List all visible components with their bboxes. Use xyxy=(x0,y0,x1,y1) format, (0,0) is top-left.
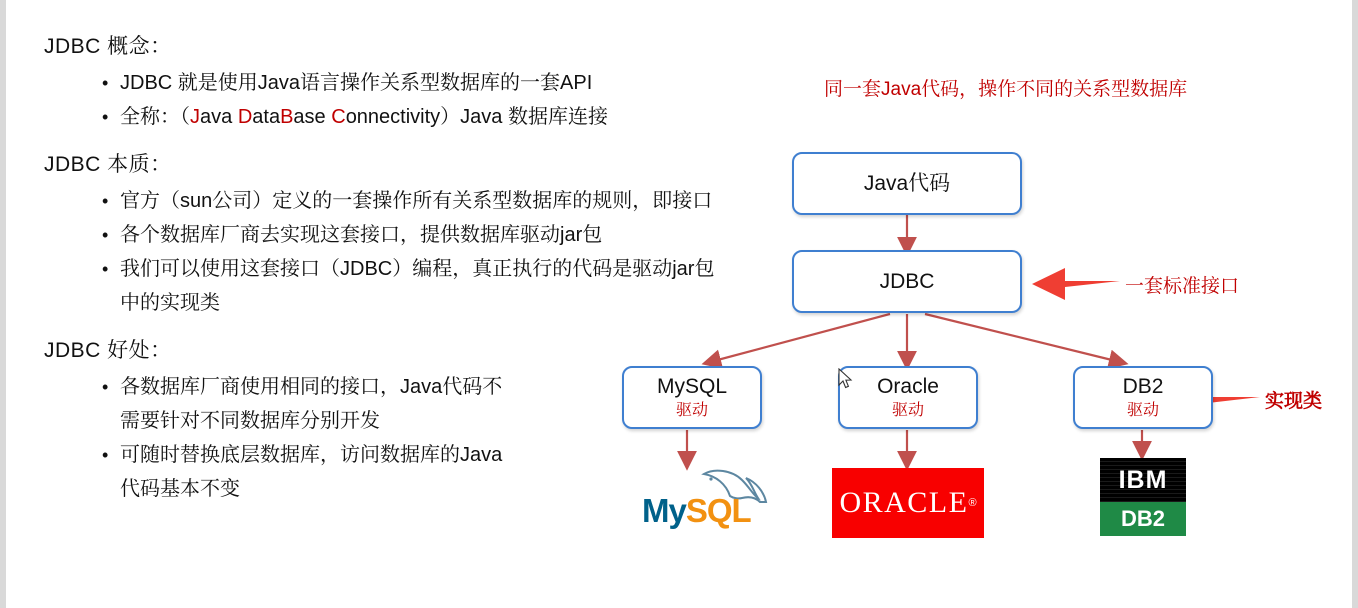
bullet-text: 中的实现类 xyxy=(120,292,220,314)
oracle-wordmark: ORACLE xyxy=(839,486,969,519)
bullet-highlight: C xyxy=(331,106,346,128)
bullet-highlight: J xyxy=(190,106,200,128)
node-title: Java代码 xyxy=(863,171,951,195)
bullet-text: ase xyxy=(293,106,332,128)
node-db2-driver[interactable] xyxy=(1073,366,1213,429)
bullet-text: 需要针对不同数据库分别开发 xyxy=(120,410,380,432)
bullet-highlight: D xyxy=(237,106,253,128)
slide-left-edge xyxy=(0,0,6,608)
node-title: JDBC xyxy=(879,269,935,293)
bullet-text: 代码基本不变 xyxy=(120,478,240,500)
mysql-wordmark xyxy=(642,492,751,530)
bullet-text: ata xyxy=(252,106,281,128)
section-heading-benefits: JDBC 好处： xyxy=(44,339,172,362)
db2-logo xyxy=(1100,458,1186,536)
node-title: DB2 xyxy=(1122,374,1164,398)
arrow-standard-interface xyxy=(1032,268,1120,300)
bullet-text: onnectivity）Java 数据库连接 xyxy=(345,106,608,128)
node-oracle-driver[interactable] xyxy=(838,366,978,429)
jdbc-architecture-diagram xyxy=(560,0,1358,608)
bullet-text: 可随时替换底层数据库，访问数据库的Java xyxy=(120,444,503,466)
mysql-word-sql: SQL xyxy=(685,492,751,529)
label-standard-interface: 一套标准接口 xyxy=(1125,276,1240,297)
mouse-cursor-icon xyxy=(838,368,854,390)
node-subtitle: 驱动 xyxy=(1126,401,1159,419)
bullet-text: 各数据库厂商使用相同的接口，Java代码不 xyxy=(120,376,503,398)
bullet-text: 全称：（ xyxy=(120,106,190,128)
node-subtitle: 驱动 xyxy=(675,401,708,419)
bullet-text: 我们可以使用这套接口（JDBC）编程，真正执行的代码是驱动jar包 xyxy=(120,258,715,280)
node-title: Oracle xyxy=(877,374,939,398)
node-mysql-driver[interactable] xyxy=(622,366,762,429)
node-title: MySQL xyxy=(656,374,727,398)
ibm-wordmark: IBM xyxy=(1100,458,1186,502)
label-implementation-class: 实现类 xyxy=(1265,391,1323,412)
node-java-code[interactable] xyxy=(792,152,1022,215)
bullet-highlight: B xyxy=(280,106,294,128)
mysql-logo xyxy=(642,468,762,530)
node-jdbc[interactable] xyxy=(792,250,1022,313)
bullet-text: ava xyxy=(200,106,238,128)
node-subtitle: 驱动 xyxy=(891,401,924,419)
mysql-word-my: My xyxy=(642,492,686,529)
section-heading-concept: JDBC 概念： xyxy=(44,35,172,58)
bullet-text: JDBC 就是使用Java语言操作关系型数据库的一套API xyxy=(120,72,593,94)
caption-same-java-code: 同一套Java代码，操作不同的关系型数据库 xyxy=(824,79,1188,100)
bullet-text: 各个数据库厂商去实现这套接口，提供数据库驱动jar包 xyxy=(120,224,603,246)
oracle-registered-mark: ® xyxy=(968,497,977,509)
bullet-text: 官方（sun公司）定义的一套操作所有关系型数据库的规则，即接口 xyxy=(120,190,713,212)
db2-wordmark: DB2 xyxy=(1100,502,1186,536)
oracle-logo xyxy=(832,468,984,538)
section-heading-essence: JDBC 本质： xyxy=(44,153,172,176)
